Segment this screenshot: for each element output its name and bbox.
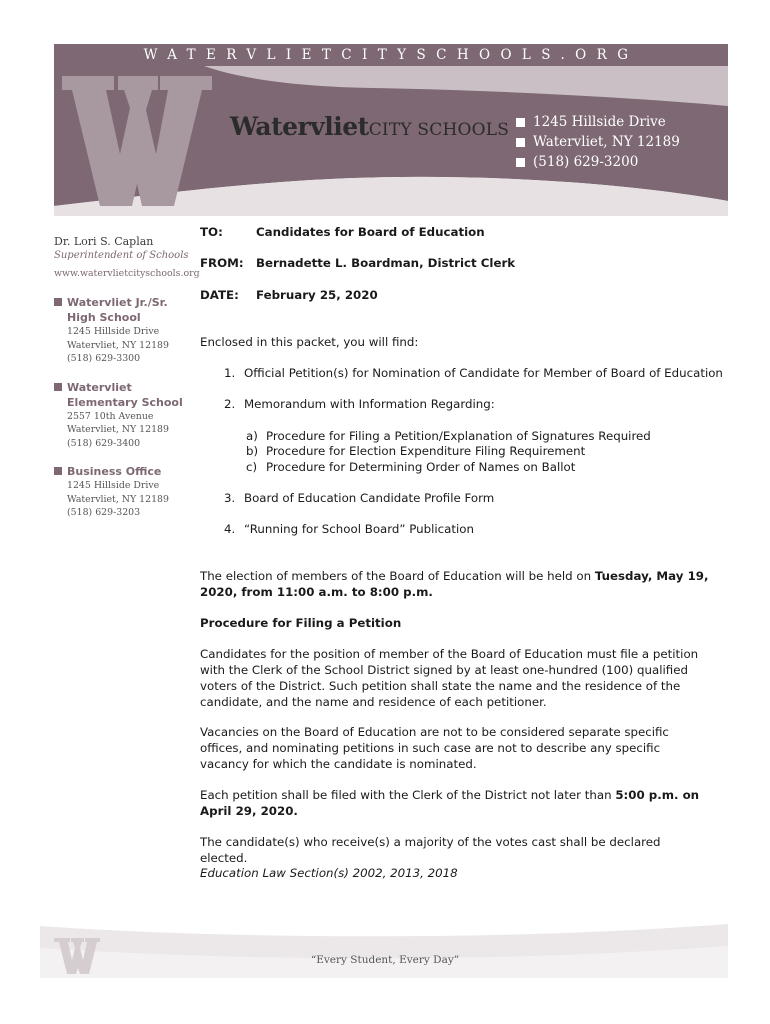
procedure-heading: Procedure for Filing a Petition [200,616,402,630]
sidebar-block-elementary [54,380,194,451]
address-line: 1245 Hillside Drive [516,112,680,132]
square-bullet-icon [516,138,525,147]
law-citation: Education Law Section(s) 2002, 2013, 2018 [200,866,458,880]
square-bullet-icon [516,118,525,127]
paragraph-petition-requirements: Candidates for the position of member of the Board of Education must file a petition with the Clerk of the School District signed by at least one-hundred (100) qualified voters of the District. Such petition shall state the name and the residence of the candidate, and the name and residence of each petitioner. [200,647,699,709]
block-title: Business Office [54,464,194,479]
sidebar-block-high-school [54,295,194,366]
block-line: 1245 Hillside Drive [67,480,160,491]
address-line: Watervliet, NY 12189 [516,132,680,152]
square-bullet-icon [54,298,62,306]
footer-tagline: “Every Student, Every Day” [310,954,460,966]
block-line: (518) 629-3203 [67,507,141,518]
block-line: (518) 629-3300 [67,353,141,364]
block-line: 1245 Hillside Drive [67,326,160,337]
w-monogram-icon [62,76,212,206]
square-bullet-icon [54,467,62,475]
district-logo [230,112,509,142]
website-banner: WATERVLIETCITYSCHOOLS.ORG [54,44,728,66]
square-bullet-icon [516,158,525,167]
intro-text: Enclosed in this packet, you will find: [200,335,419,349]
paragraph-filing-deadline: Each petition shall be filed with the Clerk of the District not later than 5:00 p.m. on April 29, 2020. [200,788,700,818]
district-address [516,112,680,172]
block-title: Watervliet Elementary School [54,380,194,410]
logo-wordmark: Watervliet [230,112,369,141]
sub-list-item: b) Procedure for Election Expenditure Filing Requirement [246,444,586,458]
paragraph-vacancies: Vacancies on the Board of Education are not to be considered separate specific offices, and nominating petitions in such case are not to describe any specific vacancy for which the candidate is nominated. [200,725,669,771]
block-title: Watervliet Jr./Sr. High School [54,295,194,325]
memo-to: TO: Candidates for Board of Education [200,225,485,239]
list-item: 1. Official Petition(s) for Nomination of Candidate for Member of Board of Education [224,366,723,380]
sub-list-item: a) Procedure for Filing a Petition/Explanation of Signatures Required [246,429,651,443]
block-line: Watervliet, NY 12189 [67,424,169,435]
block-line: 2557 10th Avenue [67,410,154,422]
memo-date: DATE: February 25, 2020 [200,288,378,302]
footer-band [40,918,728,978]
block-line: Watervliet, NY 12189 [67,493,169,505]
sidebar [54,234,200,520]
logo-subtitle: CITY SCHOOLS [368,120,510,140]
superintendent-name: Dr. Lori S. Caplan [54,235,154,248]
list-item: 2. Memorandum with Information Regarding: [224,397,495,411]
square-bullet-icon [54,383,62,391]
block-line: Watervliet, NY 12189 [67,339,169,351]
sidebar-block-business-office [54,464,194,520]
memo-from: FROM: Bernadette L. Boardman, District Clerk [200,256,516,270]
list-item: 4. “Running for School Board” Publication [224,522,474,536]
address-line: (518) 629-3200 [516,152,680,172]
election-paragraph: The election of members of the Board of Education will be held on Tuesday, May 19, 2020, from 11:00 a.m. to 8:00 p.m. [200,569,709,599]
superintendent-role: Superintendent of Schools [54,250,189,261]
paragraph-majority: The candidate(s) who receive(s) a majority of the votes cast shall be declared elected. [200,835,661,865]
website-link[interactable]: www.watervlietcityschools.org [54,268,200,279]
block-line: (518) 629-3400 [67,437,141,449]
sub-list-item: c) Procedure for Determining Order of Names on Ballot [246,460,576,474]
list-item: 3. Board of Education Candidate Profile Form [224,491,495,505]
